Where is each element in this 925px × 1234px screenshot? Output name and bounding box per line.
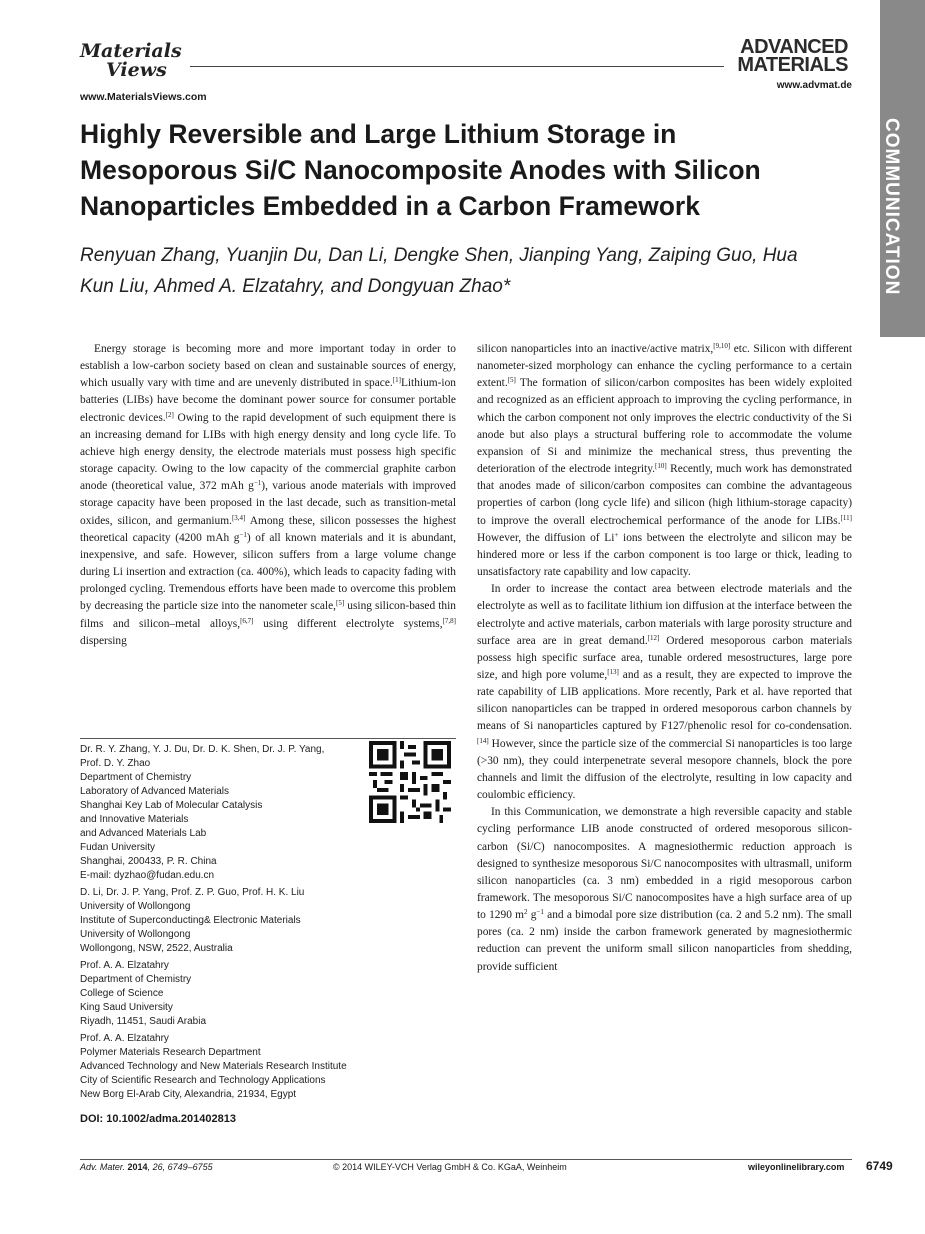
materials-views-logo [80, 42, 182, 80]
citation-ref[interactable]: [11] [840, 513, 852, 522]
citation-ref[interactable]: [14] [477, 736, 489, 745]
journal-url[interactable]: www.advmat.de [776, 80, 852, 91]
citation-ref[interactable]: [12] [647, 633, 660, 642]
paragraph: In this Communication, we demonstrate a high reversible capacity and stable cycling performance LIB anode constructed of ordered mesoporous silicon-carbon (Si/C) nanocomposites. A magnesiothermic reduction approach is designed to synthesize mesoporous Si/C nanocomposites with ultrasmall, uniform silicon nanoparticles (ca. 3 nm) embedded in a rigid mesoporous carbon framework. The mesoporous Si/C nanocomposites have a high surface area of up to 1290 $m^2$ $g^{-1}$ and a bimodal pore size distribution (ca. 2 and 5.2 nm). The small pores (ca. 2 nm) inside the carbon framework generated by magnesiothermic reduction can prevent the uniform small silicon nanoparticles from shedding, provide sufficient [477, 806, 853, 973]
header-rule [190, 66, 724, 67]
footer-copyright: © 2014 WILEY-VCH Verlag GmbH & Co. KGaA, Weinheim [333, 1162, 567, 1172]
affiliation-group: Prof. A. A. Elzatahry Polymer Materials Research Department Advanced Technology and New Materials Research Institute City of Scientific Research and Technology Applications New Borg El-Arab City, Alexandria, 21934, Egypt [80, 1033, 347, 1100]
citation-ref[interactable]: [7,8] [442, 616, 456, 625]
citation-ref[interactable]: [13] [607, 667, 619, 676]
body-column-right [477, 341, 852, 976]
article-doi[interactable]: DOI: 10.1002/adma.201402813 [80, 1113, 236, 1125]
affiliations-rule [80, 738, 456, 739]
logo-line-2: Views [106, 59, 167, 81]
citation-ref[interactable]: [3,4] [231, 513, 246, 522]
section-sidebar [880, 0, 925, 337]
advanced-materials-logo [732, 38, 848, 74]
affiliations-block [80, 740, 410, 1102]
citation-ref[interactable]: [10] [655, 462, 667, 471]
section-label: COMMUNICATION [881, 118, 902, 296]
footer-website[interactable]: wileyonlinelibrary.com [748, 1162, 845, 1172]
body-column-left [80, 341, 456, 650]
paragraph: silicon nanoparticles into an inactive/active matrix,[9,10] etc. Silicon with different nanometer-sized morphology can enhance the cycling performance to a certain extent.[5] The formation of silicon/carbon composites has been widely exploited and recognized as an efficient approach to improving the cycling performance, in which the carbon component not only improves the electric conductivity of the Si anode but also plays a structural buffering role to accommodate the volume expansion of Si and minimize the mechanical stress, thus preventing the deterioration of the electrode integrity.[10] Recently, much work has demonstrated that anodes made of silicon/carbon composites can combine the advantageous properties of carbon (long cycle life) and silicon (high lithium-storage capacity) to improve the overall electrochemical performance of the anode for LIBs.[11] However, the diffusion of Li+ ions between the electrolyte and silicon may be hindered more or less if the carbon component is too large or thick, leading to unsatisfactory rate capability and low capacity. [477, 342, 853, 579]
journal-line-1: ADVANCED [740, 36, 848, 58]
citation-ref[interactable]: [5] [336, 599, 345, 608]
affiliation-group: Dr. R. Y. Zhang, Y. J. Du, Dr. D. K. Shen, Dr. J. P. Yang, Prof. D. Y. Zhao Department of Chemistry Laboratory of Advanced Materials Shanghai Key Lab of Molecular Catalysis and Innovative Materials and Advanced Materials Lab Fudan University Shanghai, 200433, P. R. China E-mail: dyzhao@fudan.edu.cn [80, 743, 410, 883]
citation-ref[interactable]: [9,10] [713, 342, 731, 350]
citation-ref[interactable]: [1] [392, 376, 401, 385]
affiliation-group: D. Li, Dr. J. P. Yang, Prof. Z. P. Guo, Prof. H. K. Liu University of Wollongong Institute of Superconducting& Electronic Materials University of Wollongong Wollongong, NSW, 2522, Australia [80, 887, 305, 954]
qr-code-icon[interactable] [369, 741, 451, 823]
materials-views-url[interactable]: www.MaterialsViews.com [80, 91, 207, 103]
paragraph: Energy storage is becoming more and more important today in order to establish a low-carbon society based on clean and sustainable sources of energy, which usually vary with time and are unevenly distributed in space.[1]Lithium-ion batteries (LIBs) have become the dominant power source for consumer portable electronic devices.[2] Owing to the rapid development of such equipment there is an increasing demand for LIBs with high energy density and long cycle life. To achieve high energy density, the electrode materials must possess high specific storage capacity. Owing to the low capacity of the commercial graphite carbon anode (theoretical value, 372 mAh $g^{-1}$), various anode materials with improved storage capacity have been proposed in the last decade, such as transition-metal oxides, silicon, and germanium.[3,4] Among these, silicon possesses the highest theoretical capacity (4200 mAh $g^{-1}$) of all known materials and it is abundant, inexpensive, and safe. However, silicon suffers from a large volume change during Li insertion and extraction (ca. 400%), which leads to capacity fading with prolonged cycling. Tremendous efforts have been made to overcome this problem by decreasing the particle size into the nanometer scale,[5] using silicon-based thin films and silicon–metal alloys,[6,7] using different electrolyte systems,[7,8] dispersing [80, 343, 456, 647]
citation-ref[interactable]: [6,7] [240, 616, 254, 625]
citation-ref[interactable]: [5] [507, 376, 516, 385]
journal-line-2: MATERIALS [737, 54, 848, 76]
page-number: 6749 [866, 1159, 893, 1173]
article-title: Highly Reversible and Large Lithium Storage in Mesoporous Si/C Nanocomposite Anodes with Silicon Nanoparticles Embedded in a Carbon Framework [80, 119, 761, 221]
email-link[interactable]: E-mail: dyzhao@fudan.edu.cn [80, 870, 215, 881]
footer-rule [80, 1159, 852, 1160]
article-authors: Renyuan Zhang, Yuanjin Du, Dan Li, Dengke Shen, Jianping Yang, Zaiping Guo, Hua Kun Liu, Ahmed A. Elzatahry, and Dongyuan Zhao* [80, 245, 798, 297]
paragraph: In order to increase the contact area between electrode materials and the electrolyte as well as to facilitate lithium ion diffusion at the interface between the electrolyte and active materials, carbon materials with large porosity structure and surface area are in great demand.[12] Ordered mesoporous carbon materials possess high specific surface area, tunable ordered mesostructures, large pore size, and high pore volume,[13] and as a result, they are expected to improve the rate capability of LIB applications. More recently, Park et al. have reported that silicon nanoparticles can be trapped in ordered mesoporous carbon channels by means of Si nanoparticles captured by F127/phenolic resol for co-condensation.[14] However, since the particle size of the commercial Si nanoparticles is too large (>30 nm), they could interpenetrate several mesopore channels, block the pore channels and limit the diffusion of the electrolyte, resulting in low capacity and coulombic efficiency. [477, 583, 853, 802]
footer-citation: Adv. Mater. 2014, 26, 6749–6755 [80, 1162, 213, 1172]
logo-line-1: Materials [80, 40, 182, 62]
citation-ref[interactable]: [2] [165, 410, 174, 419]
affiliation-group: Prof. A. A. Elzatahry Department of Chemistry College of Science King Saud University Riyadh, 11451, Saudi Arabia [80, 960, 207, 1027]
